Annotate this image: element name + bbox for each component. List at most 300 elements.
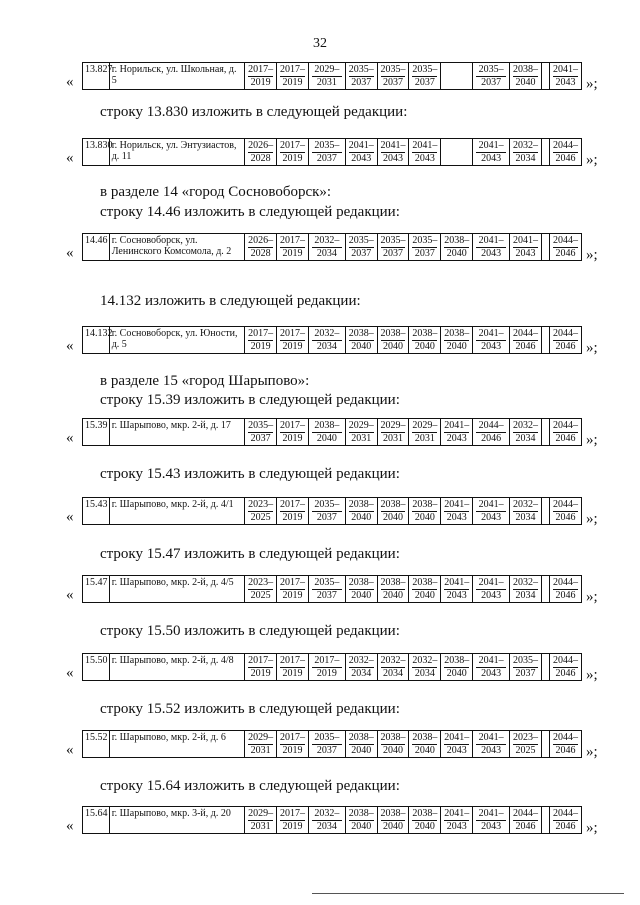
year-range-cell [541,234,549,261]
year-end: 2040 [381,589,406,601]
year-end: 2040 [349,744,374,756]
quote-open: « [66,742,74,758]
year-start: 2035– [348,64,374,75]
year-range-cell [345,234,377,261]
year-start: 2032– [412,655,438,666]
year-range-cell [345,654,377,681]
amendment-table [82,418,582,446]
amendment-table [82,326,582,354]
row-address: г. Сосновоборск, ул. Ленинского Комсомола, д. 2 [109,234,245,261]
year-end: 2031 [312,76,342,88]
row-number: 15.52 [83,731,110,758]
year-range-cell [308,576,345,603]
quote-close: »; [586,76,598,92]
year-start: 2041– [412,140,438,151]
year-range-cell [473,139,510,166]
amendment-heading: в разделе 15 «город Шарыпово»: [100,373,310,389]
year-end: 2040 [349,340,374,352]
year-range-cell [308,498,345,525]
year-range-cell [308,731,345,758]
year-range-cell [277,576,309,603]
year-end: 2040 [444,667,469,679]
year-start: 2032– [380,655,406,666]
year-range-cell [277,807,309,834]
table-row [83,139,582,166]
year-start: 2032– [512,140,538,151]
row-address: г. Шарыпово, мкр. 2-й, д. 6 [109,731,245,758]
year-range-cell [510,731,542,758]
year-start: 2017– [279,577,305,588]
year-end: 2034 [312,247,342,259]
year-range-cell [473,654,510,681]
quote-open: « [66,74,74,90]
year-start: 2038– [412,577,438,588]
year-end: 2040 [349,820,374,832]
year-range-cell [245,234,277,261]
year-start: 2044– [553,328,579,339]
year-end: 2037 [412,76,437,88]
year-end: 2034 [513,589,538,601]
quote-open: « [66,818,74,834]
year-range-cell [277,139,309,166]
year-end: 2043 [476,667,506,679]
quote-open: « [66,430,74,446]
year-end: 2019 [248,340,273,352]
year-range-cell [441,654,473,681]
year-start: 2032– [512,577,538,588]
year-start: 2041– [478,732,504,743]
year-range-cell [473,234,510,261]
year-end: 2043 [476,247,506,259]
year-range-cell [308,654,345,681]
table-row [83,234,582,261]
quote-close: »; [586,152,598,168]
year-range-cell [473,576,510,603]
year-end: 2046 [553,247,578,259]
year-end: 2031 [381,432,406,444]
year-end: 2043 [553,76,578,88]
year-range-cell [441,63,473,90]
year-start: 2041– [478,140,504,151]
year-range-cell [409,731,441,758]
amendment-heading: в разделе 14 «город Сосновоборск»: [100,184,332,200]
year-range-cell [510,234,542,261]
year-end: 2019 [280,76,305,88]
year-end: 2046 [553,667,578,679]
year-range-cell [277,654,309,681]
year-start: 2044– [478,420,504,431]
year-end: 2046 [513,820,538,832]
year-range-cell [550,731,582,758]
row-number: 15.43 [83,498,110,525]
year-start: 2041– [478,235,504,246]
amendment-table [82,575,582,603]
year-end: 2046 [553,820,578,832]
amendment-heading: строку 15.43 изложить в следующей редакции: [100,466,400,482]
year-start: 2035– [512,655,538,666]
year-range-cell [245,498,277,525]
year-end: 2046 [553,589,578,601]
year-end: 2037 [349,76,374,88]
year-start: 2041– [444,732,470,743]
year-range-cell [550,498,582,525]
year-end: 2043 [381,152,406,164]
year-start: 2038– [348,732,374,743]
year-end: 2040 [381,340,406,352]
year-end: 2040 [444,247,469,259]
quote-close: »; [586,511,598,527]
quote-open: « [66,665,74,681]
year-start: 2044– [553,808,579,819]
year-start: 2035– [314,140,340,151]
year-range-cell [441,327,473,354]
year-start: 2017– [248,655,274,666]
year-end: 2037 [248,432,273,444]
year-end: 2043 [412,152,437,164]
year-range-cell [277,498,309,525]
table-row [83,498,582,525]
year-range-cell [308,234,345,261]
year-end: 2019 [248,76,273,88]
year-start: 2032– [348,655,374,666]
year-start: 2035– [314,577,340,588]
year-start: 2041– [348,140,374,151]
year-range-cell [345,327,377,354]
year-end: 2043 [444,820,469,832]
year-range-cell [245,327,277,354]
year-end: 2043 [476,152,506,164]
year-end: 2019 [312,667,342,679]
year-end: 2040 [412,511,437,523]
page-number: 32 [313,36,327,51]
year-range-cell [245,576,277,603]
year-start: 2038– [380,328,406,339]
year-start: 2041– [380,140,406,151]
year-range-cell [510,419,542,446]
year-start: 2038– [380,808,406,819]
year-start: 2035– [380,235,406,246]
year-range-cell [409,654,441,681]
year-start: 2038– [380,577,406,588]
year-range-cell [377,139,409,166]
row-address: г. Норильск, ул. Энтузиастов, д. 11 [109,139,245,166]
year-end: 2037 [476,76,506,88]
year-end: 2028 [248,152,273,164]
year-start: 2038– [412,808,438,819]
year-start: 2029– [380,420,406,431]
year-start: 2038– [380,732,406,743]
year-end: 2031 [248,744,273,756]
year-range-cell [308,63,345,90]
year-range-cell [473,63,510,90]
year-end: 2037 [312,589,342,601]
year-range-cell [409,139,441,166]
year-end: 2043 [444,589,469,601]
quote-close: »; [586,667,598,683]
row-number: 15.47 [83,576,110,603]
year-start: 2038– [444,655,470,666]
year-start: 2041– [444,420,470,431]
year-start: 2041– [478,577,504,588]
quote-close: »; [586,340,598,356]
quote-open: « [66,245,74,261]
amendment-table [82,653,582,681]
year-end: 2028 [248,247,273,259]
year-end: 2019 [280,511,305,523]
year-start: 2044– [512,808,538,819]
year-end: 2043 [476,511,506,523]
year-range-cell [441,419,473,446]
year-range-cell [345,419,377,446]
year-range-cell [245,139,277,166]
year-start: 2017– [248,328,274,339]
year-range-cell [377,234,409,261]
year-start: 2044– [512,328,538,339]
year-end: 2025 [513,744,538,756]
row-number: 14.46 [83,234,110,261]
year-end: 2046 [553,152,578,164]
year-range-cell [345,731,377,758]
year-start: 2038– [348,808,374,819]
year-range-cell [473,498,510,525]
year-start: 2035– [348,235,374,246]
year-range-cell [541,654,549,681]
year-end: 2040 [412,744,437,756]
year-start: 2038– [380,499,406,510]
year-end: 2043 [476,589,506,601]
year-end: 2019 [280,744,305,756]
quote-close: »; [586,432,598,448]
year-start: 2044– [553,499,579,510]
year-end: 2040 [381,820,406,832]
year-range-cell [377,419,409,446]
year-end: 2025 [248,511,273,523]
year-range-cell [409,234,441,261]
year-start: 2044– [553,235,579,246]
year-range-cell [510,327,542,354]
year-range-cell [377,327,409,354]
year-start: 2029– [412,420,438,431]
amendment-heading: строку 13.830 изложить в следующей редакции: [100,104,408,120]
year-range-cell [473,807,510,834]
quote-open: « [66,587,74,603]
amendment-heading: строку 15.39 изложить в следующей редакции: [100,392,400,408]
year-range-cell [510,807,542,834]
year-range-cell [550,576,582,603]
year-range-cell [473,731,510,758]
year-range-cell [409,576,441,603]
year-end: 2043 [349,152,374,164]
year-start: 2035– [380,64,406,75]
table-row [83,654,582,681]
year-end: 2034 [349,667,374,679]
year-range-cell [541,63,549,90]
year-range-cell [541,139,549,166]
row-number: 14.132 [83,327,110,354]
bottom-rule [312,893,624,894]
year-range-cell [245,419,277,446]
year-start: 2017– [279,420,305,431]
year-range-cell [308,327,345,354]
year-range-cell [245,807,277,834]
year-start: 2032– [512,499,538,510]
row-number: 15.39 [83,419,110,446]
year-start: 2029– [348,420,374,431]
year-range-cell [377,654,409,681]
year-start: 2044– [553,140,579,151]
year-start: 2041– [478,499,504,510]
year-start: 2023– [248,499,274,510]
year-start: 2017– [279,140,305,151]
year-range-cell [510,498,542,525]
year-range-cell [377,498,409,525]
year-end: 2019 [280,247,305,259]
year-start: 2038– [412,499,438,510]
year-end: 2040 [412,589,437,601]
year-range-cell [541,498,549,525]
year-range-cell [277,234,309,261]
year-end: 2040 [349,511,374,523]
year-end: 2046 [553,511,578,523]
table-row [83,576,582,603]
year-end: 2037 [312,511,342,523]
amendment-table [82,233,582,261]
year-end: 2043 [444,511,469,523]
year-end: 2040 [381,744,406,756]
year-start: 2017– [279,732,305,743]
year-start: 2026– [248,235,274,246]
year-end: 2046 [513,340,538,352]
amendment-heading: строку 15.47 изложить в следующей редакции: [100,546,400,562]
year-end: 2019 [280,432,305,444]
year-range-cell [308,139,345,166]
year-end: 2019 [280,152,305,164]
year-end: 2019 [280,820,305,832]
year-range-cell [441,807,473,834]
year-end: 2040 [412,820,437,832]
year-end: 2037 [349,247,374,259]
year-range-cell [510,63,542,90]
row-address: г. Шарыпово, мкр. 3-й, д. 20 [109,807,245,834]
year-start: 2017– [279,499,305,510]
year-range-cell [409,327,441,354]
year-start: 2017– [279,235,305,246]
year-start: 2038– [348,577,374,588]
year-range-cell [277,327,309,354]
year-end: 2043 [444,744,469,756]
year-end: 2034 [381,667,406,679]
year-start: 2035– [314,732,340,743]
year-range-cell [541,327,549,354]
year-end: 2019 [280,340,305,352]
year-start: 2041– [478,328,504,339]
year-end: 2034 [312,340,342,352]
quote-close: »; [586,820,598,836]
year-end: 2025 [248,589,273,601]
year-start: 2017– [248,64,274,75]
year-end: 2031 [412,432,437,444]
year-end: 2034 [412,667,437,679]
year-range-cell [550,654,582,681]
row-address: г. Шарыпово, мкр. 2-й, д. 4/5 [109,576,245,603]
year-end: 2046 [553,340,578,352]
year-range-cell [308,807,345,834]
year-start: 2038– [412,732,438,743]
year-end: 2019 [248,667,273,679]
year-range-cell [441,576,473,603]
row-address: г. Сосновоборск, ул. Юности, д. 5 [109,327,245,354]
year-start: 2032– [512,420,538,431]
year-start: 2041– [478,655,504,666]
year-start: 2044– [553,577,579,588]
year-start: 2038– [444,328,470,339]
quote-close: »; [586,589,598,605]
year-end: 2034 [513,432,538,444]
year-range-cell [550,139,582,166]
year-end: 2031 [248,820,273,832]
amendment-heading: строку 14.46 изложить в следующей редакции: [100,204,400,220]
year-start: 2038– [348,499,374,510]
year-end: 2019 [280,589,305,601]
year-start: 2041– [553,64,579,75]
table-row [83,419,582,446]
year-start: 2041– [444,808,470,819]
year-end: 2046 [553,744,578,756]
year-end: 2043 [476,820,506,832]
year-range-cell [409,807,441,834]
table-row [83,327,582,354]
year-start: 2032– [314,235,340,246]
year-start: 2017– [279,64,305,75]
year-start: 2038– [348,328,374,339]
year-end: 2040 [444,340,469,352]
year-range-cell [441,139,473,166]
year-start: 2044– [553,655,579,666]
year-start: 2035– [412,235,438,246]
year-end: 2043 [513,247,538,259]
row-address: г. Шарыпово, мкр. 2-й, д. 4/1 [109,498,245,525]
amendment-table [82,497,582,525]
quote-close: »; [586,744,598,760]
year-range-cell [377,63,409,90]
year-end: 2037 [312,152,342,164]
year-start: 2035– [412,64,438,75]
year-start: 2017– [279,655,305,666]
quote-open: « [66,338,74,354]
year-range-cell [409,498,441,525]
year-end: 2037 [312,744,342,756]
year-range-cell [377,576,409,603]
year-range-cell [550,807,582,834]
row-number: 13.827 [83,63,110,90]
year-start: 2029– [248,732,274,743]
year-start: 2038– [314,420,340,431]
year-end: 2037 [381,76,406,88]
amendment-heading: строку 15.50 изложить в следующей редакции: [100,623,400,639]
year-range-cell [277,419,309,446]
year-start: 2023– [248,577,274,588]
year-start: 2041– [478,808,504,819]
year-range-cell [550,63,582,90]
amendment-table [82,730,582,758]
year-start: 2017– [279,808,305,819]
amendment-table [82,138,582,166]
year-start: 2032– [314,808,340,819]
row-number: 13.830 [83,139,110,166]
year-range-cell [510,139,542,166]
year-end: 2043 [476,744,506,756]
amendment-heading: строку 15.52 изложить в следующей редакции: [100,701,400,717]
